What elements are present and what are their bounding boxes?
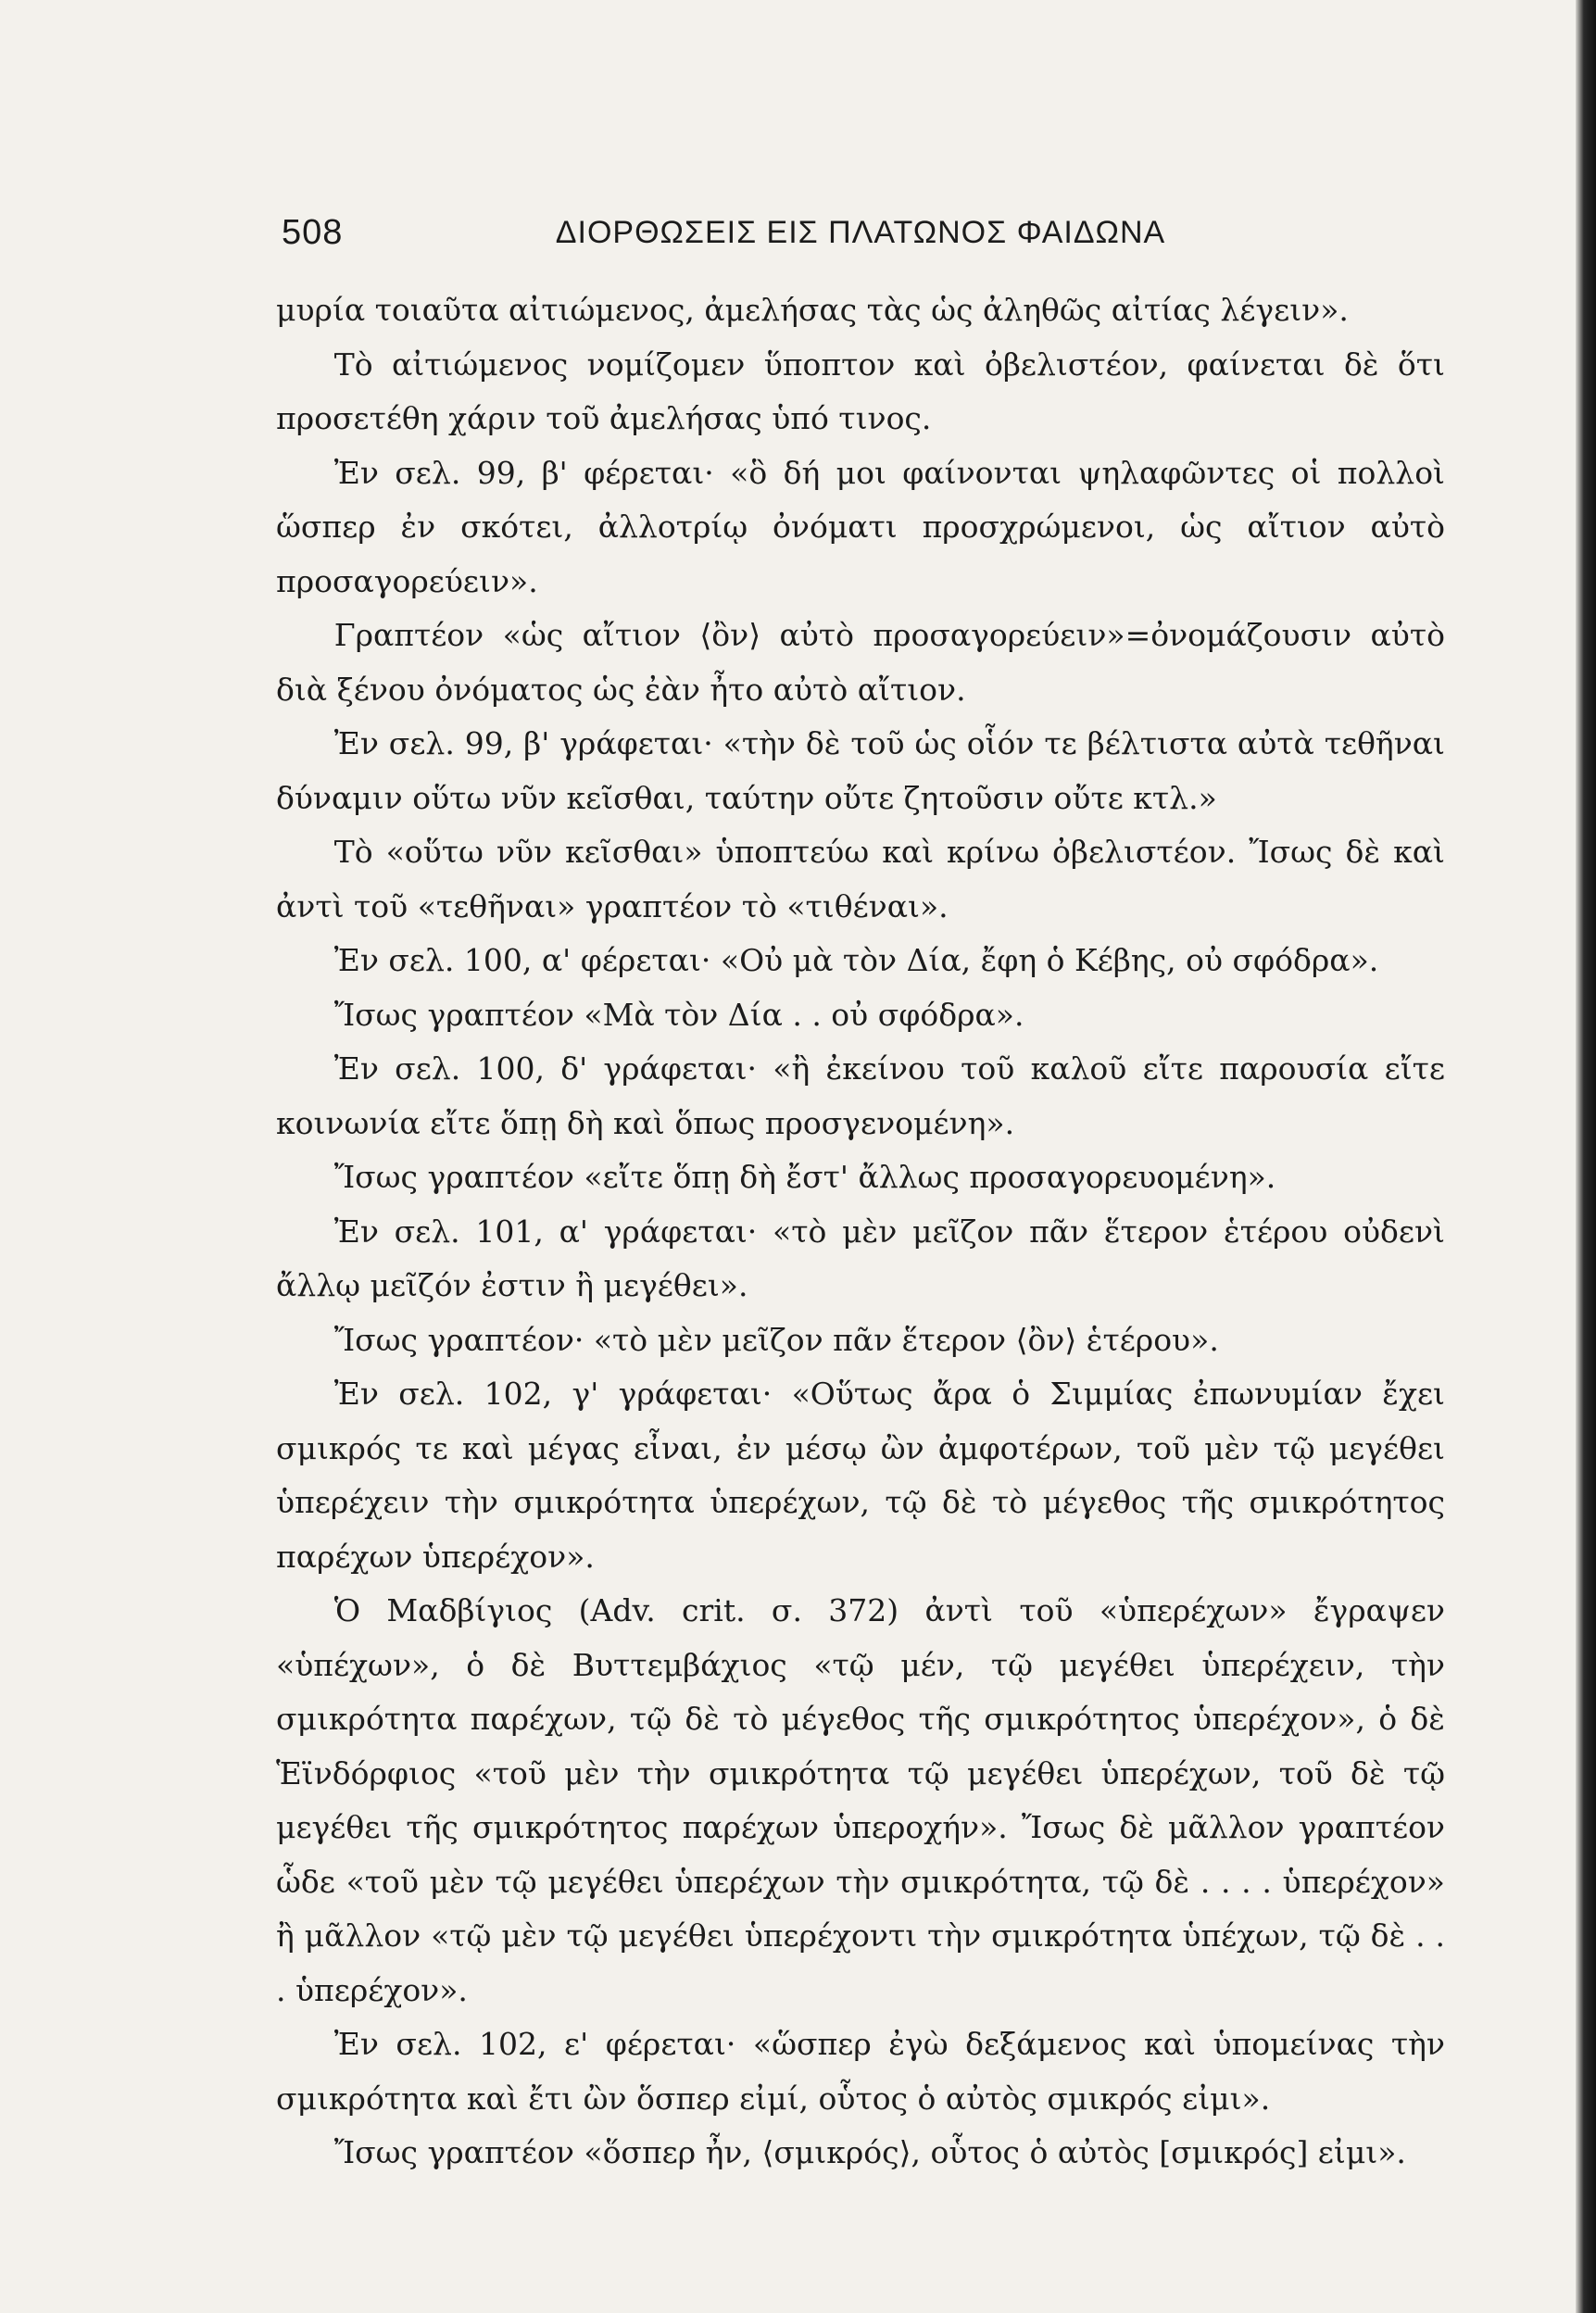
paragraph: Γραπτέον «ὡς αἴτιον ⟨ὂν⟩ αὐτὸ προσαγορεύειν»=ὀνομάζουσιν αὐτὸ διὰ ξένου ὀνόματος ὡς ἐὰν ἦτο αὐτὸ αἴτιον. [276, 617, 1445, 708]
paragraph: Ἴσως γραπτέον «ὅσπερ ἦν, ⟨σμικρός⟩, οὗτος ὁ αὐτὸς [σμικρός] εἰμι». [333, 2134, 1406, 2170]
paragraph: Ἐν σελ. 99, β' γράφεται· «τὴν δὲ τοῦ ὡς οἷόν τε βέλτιστα αὐτὰ τεθῆναι δύναμιν οὕτω νῦν κεῖσθαι, ταύτην οὔτε ζητοῦσιν οὔτε κτλ.» [276, 725, 1445, 816]
body-text [276, 283, 1445, 2181]
page-header [276, 206, 1445, 261]
paragraph: Ἐν σελ. 100, δ' γράφεται· «ἢ ἐκείνου τοῦ καλοῦ εἴτε παρουσία εἴτε κοινωνία εἴτε ὅπῃ δὴ καὶ ὅπως προσγενομένη». [276, 1050, 1445, 1141]
book-page [276, 206, 1445, 2181]
paragraph: Ἴσως γραπτέον· «τὸ μὲν μεῖζον πᾶν ἕτερον ⟨ὂν⟩ ἑτέρου». [333, 1321, 1219, 1358]
paragraph: Ἐν σελ. 102, γ' γράφεται· «Οὕτως ἄρα ὁ Σιμμίας ἐπωνυμίαν ἔχει σμικρός τε καὶ μέγας εἶναι, ἐν μέσῳ ὢν ἀμφοτέρων, τοῦ μὲν τῷ μεγέθει ὑπερέχειν τὴν σμικρότητα ὑπερέχων, τῷ δὲ τὸ μέγεθος τῆς σμικρότητος παρέχων ὑπερέχον». [276, 1376, 1445, 1575]
paragraph: Ἐν σελ. 100, α' φέρεται· «Οὐ μὰ τὸν Δία, ἔφη ὁ Κέβης, οὐ σφόδρα». [333, 942, 1379, 978]
paragraph: Τὸ αἰτιώμενος νομίζομεν ὕποπτον καὶ ὀβελιστέον, φαίνεται δὲ ὅτι προσετέθη χάριν τοῦ ἀμελήσας ὑπό τινος. [276, 346, 1445, 436]
running-title: ΔΙΟΡΘΩΣΕΙΣ ΕΙΣ ΠΛΑΤΩΝΟΣ ΦΑΙΔΩΝΑ [555, 215, 1166, 250]
paragraph: Ἴσως γραπτέον «Μὰ τὸν Δία . . οὐ σφόδρα». [333, 996, 1024, 1033]
paragraph: Ἐν σελ. 102, ε' φέρεται· «ὥσπερ ἐγὼ δεξάμενος καὶ ὑπομείνας τὴν σμικρότητα καὶ ἔτι ὢν ὅσπερ εἰμί, οὗτος ὁ αὐτὸς σμικρός εἰμι». [276, 2026, 1445, 2117]
paragraph: Ὁ Μαδβίγιος (Adv. crit. σ. 372) ἀντὶ τοῦ «ὑπερέχων» ἔγραψεν «ὑπέχων», ὁ δὲ Βυττεμβάχιος «τῷ μέν, τῷ μεγέθει ὑπερέχειν, τὴν σμικρότητα παρέχων, τῷ δὲ τὸ μέγεθος τῆς σμικρότητος ὑπερέχον», ὁ δὲ Ἑϊνδόρφιος «τοῦ μὲν τὴν σμικρότητα τῷ μεγέθει ὑπερέχων, τοῦ δὲ τῷ μεγέθει τῆς σμικρότητος παρέχων ὑπεροχήν». Ἴσως δὲ μᾶλλον γραπτέον ὧδε «τοῦ μὲν τῷ μεγέθει ὑπερέχων τὴν σμικρότητα, τῷ δὲ . . . . ὑπερέχον» ἢ μᾶλλον «τῷ μὲν τῷ μεγέθει ὑπερέχοντι τὴν σμικρότητα ὑπέχων, τῷ δὲ . . . ὑπερέχον». [276, 1592, 1445, 2008]
paragraph: Ἐν σελ. 101, α' γράφεται· «τὸ μὲν μεῖζον πᾶν ἕτερον ἑτέρου οὐδενὶ ἄλλῳ μεῖζόν ἐστιν ἢ μεγέθει». [276, 1213, 1445, 1303]
paragraph: μυρία τοιαῦτα αἰτιώμενος, ἀμελήσας τὰς ὡς ἀληθῶς αἰτίας λέγειν». [276, 292, 1349, 328]
paragraph: Ἴσως γραπτέον «εἴτε ὅπῃ δὴ ἔστ' ἄλλως προσαγορευομένη». [333, 1159, 1276, 1195]
scan-binding-edge [1576, 0, 1596, 2313]
paragraph: Τὸ «οὕτω νῦν κεῖσθαι» ὑποπτεύω καὶ κρίνω ὀβελιστέον. Ἴσως δὲ καὶ ἀντὶ τοῦ «τεθῆναι» γραπτέον τὸ «τιθέναι». [276, 834, 1445, 924]
paragraph: Ἐν σελ. 99, β' φέρεται· «ὃ δή μοι φαίνονται ψηλαφῶντες οἱ πολλοὶ ὥσπερ ἐν σκότει, ἀλλοτρίῳ ὀνόματι προσχρώμενοι, ὡς αἴτιον αὐτὸ προσαγορεύειν». [276, 454, 1445, 599]
page-number: 508 [282, 213, 344, 252]
